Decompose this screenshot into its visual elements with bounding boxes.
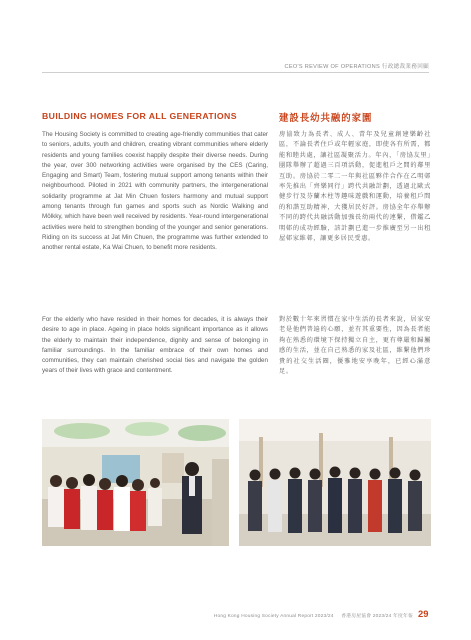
footer-report-english: Hong Kong Housing Society Annual Report 2023/24 [213, 614, 334, 619]
footer-report-chinese: 香港房屋協會 2023/24 年度年報 [341, 614, 413, 619]
photo-group-officials [239, 419, 431, 546]
children-activity-illustration [42, 419, 229, 546]
group-photo-illustration [239, 419, 431, 546]
header-divider [42, 72, 429, 73]
section-header: CEO'S REVIEW OF OPERATIONS 行政總裁業務回顧 [284, 64, 429, 70]
chinese-paragraph-1: 房協致力為長者、成人、青年及兒童創建樂齡社區，不論長者住戶或年輕家庭，即使各有所需，都能和睦共處，讓社區凝聚活力。年內，「房協友里」團隊舉辦了超過三百項活動，促進租戶之間的鄰里互助。房協於二零二一年與社區夥伴合作在乙明邨率先推出「齊樂同行」跨代共融計劃，透過北歐式健步行及芬蘭木柱等趣味遊戲和運動，培養租戶間的和諧互助精神，大獲居民好評。房協全年亦舉辦不同的跨代共融活動加強長幼兩代的連繫，借鑑乙明邨的成功經驗，該計劃已進一步推廣至另一出租屋邨家維邨，讓更多居民受惠。 [279, 131, 431, 243]
photo-children-activity [42, 419, 229, 546]
english-heading: BUILDING HOMES FOR ALL GENERATIONS [42, 111, 237, 121]
page-number: 29 [418, 608, 429, 619]
english-paragraph-2: For the elderly who have resided in their homes for decades, it is always their desire to age in place. Ageing in place holds significant importance as it allows the elderly to maintain their independence, dignity and sense of belonging in familiar surroundings. In the familiar embrace of their own homes and communities, they can maintain cherished social ties and navigate the golden years of their lives with grace and contentment. [42, 316, 268, 375]
english-paragraph-1: The Housing Society is committed to creating age-friendly communities that cater to seniors, adults, youth and children, creating vibrant communities where elderly residents and young families coexist happily despite their diverse needs. During the year, over 300 networking activities were organised by the CES (Caring, Engaging and Smart) Team, fostering mutual support among tenants within their neighbourhood. Piloted in 2021 with community partners, the intergenerational solidarity programme at Jat Min Chuen fosters harmony and mutual support among tenants through fun games and sports such as Nordic Walking and Mölkky, which have been well received by residents. Year-round intergenerational activities were held to strengthen bonding of the younger and senior generations. Riding on its success at Jat Min Chuen, the programme was further extended to another rental estate, Ka Wai Chuen, to benefit more residents. [42, 131, 268, 252]
chinese-paragraph-2: 對於數十年來習慣在家中生活的長者來說，居家安老是他們普遍的心願，並有其重要性，因為長者能夠在熟悉的環境下保持獨立自主，更有尊嚴和歸屬感的生活，並在自己熟悉的家及社區，維繫他們珍貴的社交生活圈，優雅地安享晚年，已經心滿意足。 [279, 316, 431, 376]
page-footer [208, 612, 413, 619]
chinese-heading: 建設長幼共融的家園 [279, 112, 373, 123]
